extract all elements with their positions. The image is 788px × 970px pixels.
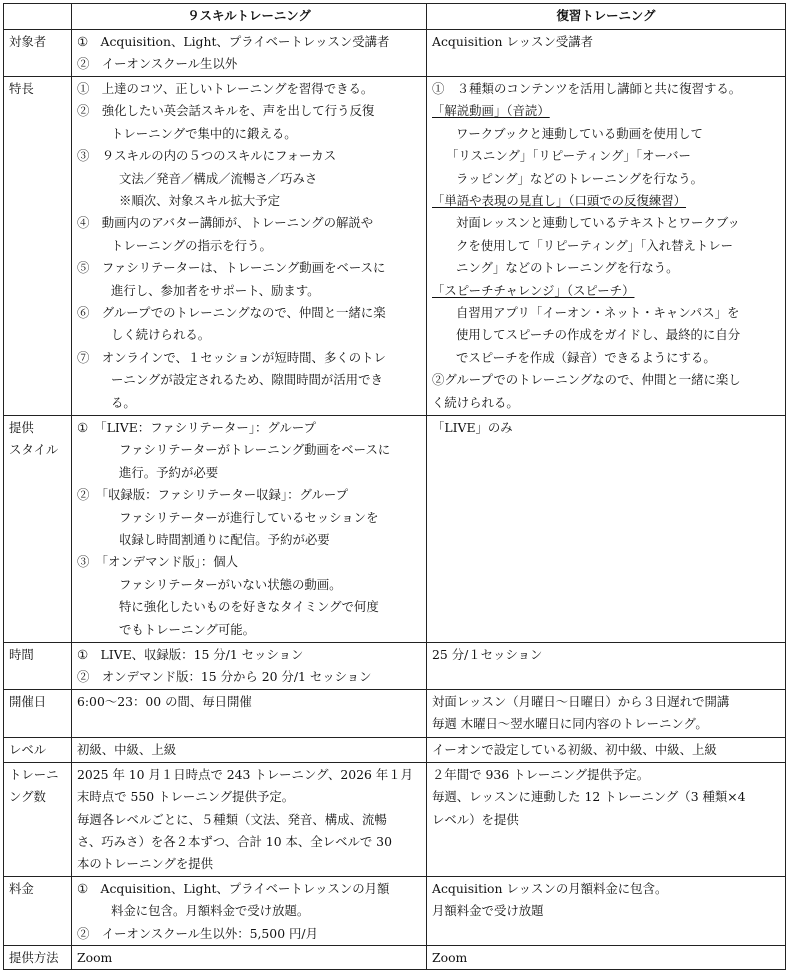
header-nine-skill: ９スキルトレーニング: [72, 4, 427, 30]
text-line: 「LIVE」のみ: [432, 420, 513, 435]
text-line: ② イーオンスクール生以外: [77, 56, 238, 72]
text-line: ファシリテーターがトレーニング動画をベースに: [119, 442, 391, 458]
label-count: [4, 762, 72, 876]
cell-method-nine-skill: [72, 946, 427, 970]
row-method: [4, 946, 786, 970]
cell-features-review: [427, 77, 786, 416]
cell-style-nine-skill: [72, 416, 427, 643]
cell-level-review: [427, 737, 786, 762]
row-features: [4, 77, 786, 416]
text-line: 進行し、参加者をサポート、励ます。: [111, 282, 320, 298]
subheading-vocabulary-review: 「単語や表現の見直し」（口頭での反復練習）: [432, 193, 687, 209]
text-line: 自習用アプリ「イーオン・ネット・キャンパス」を: [456, 305, 740, 321]
text-line: 「リスニング」「リピーティング」「オーバー: [446, 148, 691, 164]
label-line: 特長: [9, 81, 34, 96]
cell-price-nine-skill: [72, 876, 427, 945]
text-line: 特に強化したいものを好きなタイミングで何度: [119, 599, 379, 615]
text-line: ワークブックと連動している動画を使用して: [456, 125, 703, 141]
text-line: 初級、中級、上級: [77, 741, 177, 757]
text-line: ① LIVE、収録版：15 分/1 セッション: [77, 647, 304, 662]
row-level: [4, 737, 786, 762]
label-line: スタイル: [9, 442, 59, 458]
text-line: く続けられる。: [432, 394, 519, 410]
label-line: 時間: [9, 647, 34, 662]
text-line: Zoom: [77, 950, 113, 966]
cell-time-review: [427, 643, 786, 690]
cell-count-nine-skill: [72, 762, 427, 876]
label-style: [4, 416, 72, 643]
row-schedule: [4, 689, 786, 737]
label-features: [4, 77, 72, 416]
text-line: ２年間で 936 トレーニング提供予定。: [432, 766, 650, 782]
text-line: ② オンデマンド版：15 分から 20 分/1 セッション: [77, 669, 372, 685]
label-schedule: [4, 689, 72, 737]
text-line: ファシリテーターがいない状態の動画。: [119, 576, 342, 592]
cell-method-review: [427, 946, 786, 970]
row-style: [4, 416, 786, 643]
text-line: ③ ９スキルの内の５つのスキルにフォーカス: [77, 148, 337, 164]
cell-target-review: [427, 30, 786, 77]
text-line: ファシリテーターが進行しているセッションを: [119, 509, 379, 525]
text-line: ⑦ オンラインで、１セッションが短時間、多くのトレ: [77, 349, 386, 365]
row-time: [4, 643, 786, 690]
text-line: トレーニングで集中的に鍛える。: [111, 125, 297, 141]
text-line: 使用してスピーチの作成をガイドし、最終的に自分: [456, 327, 741, 343]
text-line: 文法／発音／構成／流暢さ／巧みさ: [119, 170, 318, 186]
text-line: ラッピング」などのトレーニングを行なう。: [456, 170, 704, 186]
cell-features-nine-skill: [72, 77, 427, 416]
text-line: ② 強化したい英会話スキルを、声を出して行う反復: [77, 103, 375, 119]
text-line: 毎週各レベルごとに、５種類（文法、発音、構成、流暢: [77, 811, 387, 827]
label-line: 提供方法: [9, 950, 59, 966]
text-line: ④ 動画内のアバター講師が、トレーニングの解説や: [77, 215, 374, 231]
cell-schedule-nine-skill: [72, 689, 427, 737]
subheading-explanation-video: 「解説動画」（音読）: [432, 103, 550, 119]
text-line: ① 「LIVE：ファシリテーター」：グループ: [77, 420, 316, 435]
label-method: [4, 946, 72, 970]
label-line: ング数: [9, 789, 46, 805]
text-line: 6:00～23：00 の間、毎日開催: [77, 693, 252, 709]
text-line: でスピーチを作成（録音）できるようにする。: [456, 349, 716, 365]
text-line: ② イーオンスクール生以外：5,500 円/月: [77, 925, 318, 941]
cell-style-review: [427, 416, 786, 643]
text-line: でもトレーニング可能。: [119, 621, 256, 637]
header-review: 復習トレーニング: [427, 4, 786, 30]
label-line: 料金: [9, 880, 34, 896]
label-level: [4, 737, 72, 762]
text-line: ① Acquisition、Light、プライベートレッスンの月額: [77, 880, 390, 896]
text-line: ⑤ ファシリテーターは、トレーニング動画をベースに: [77, 260, 386, 276]
text-line: ニング」などのトレーニングを行なう。: [456, 260, 679, 276]
text-line: ③ 「オンデマンド版」：個人: [77, 554, 239, 570]
cell-target-nine-skill: [72, 30, 427, 77]
text-line: さ、巧みさ）を各２本ずつ、合計 10 本、全レベルで 30: [77, 834, 392, 850]
text-line: ① 上達のコツ、正しいトレーニングを習得できる。: [77, 81, 374, 96]
text-line: ⑥ グループでのトレーニングなので、仲間と一緒に楽: [77, 305, 386, 321]
label-line: レベル: [9, 741, 47, 757]
text-line: レベル）を提供: [432, 811, 519, 827]
text-line: 25 分/１セッション: [432, 647, 543, 662]
text-line: ① ３種類のコンテンツを活用し講師と共に復習する。: [432, 81, 742, 96]
row-price: [4, 876, 786, 945]
text-line: ②グループでのトレーニングなので、仲間と一緒に楽し: [432, 372, 741, 388]
text-line: 末時点で 550 トレーニング提供予定。: [77, 789, 295, 805]
text-line: 本のトレーニングを提供: [77, 856, 214, 872]
label-line: 開催日: [9, 693, 47, 709]
label-line: 提供: [9, 420, 34, 435]
text-line: トレーニングの指示を行う。: [111, 237, 272, 253]
text-line: 毎週 木曜日～翌水曜日に同内容のトレーニング。: [432, 716, 708, 732]
text-line: ② 「収録版：ファシリテーター収録」：グループ: [77, 487, 349, 503]
text-line: Acquisition レッスンの月額料金に包含。: [432, 880, 668, 896]
label-price: [4, 876, 72, 945]
text-line: Zoom: [432, 950, 468, 966]
text-line: 収録し時間割通りに配信。予約が必要: [119, 532, 330, 548]
text-line: イーオンで設定している初級、初中級、中級、上級: [432, 741, 717, 757]
text-line: 進行。予約が必要: [119, 464, 219, 480]
text-line: しく続けられる。: [111, 327, 211, 343]
text-line: る。: [111, 394, 136, 410]
header-row: [4, 4, 786, 30]
cell-schedule-review: [427, 689, 786, 737]
label-line: 対象者: [9, 34, 47, 49]
cell-time-nine-skill: [72, 643, 427, 690]
text-line: 毎週、レッスンに連動した 12 トレーニング（3 種類×4: [432, 789, 746, 805]
cell-price-review: [427, 876, 786, 945]
text-line: ※順次、対象スキル拡大予定: [119, 193, 280, 209]
cell-count-review: [427, 762, 786, 876]
label-target: [4, 30, 72, 77]
comparison-table: [3, 3, 786, 970]
subheading-speech-challenge: 「スピーチチャレンジ」（スピーチ）: [432, 282, 635, 298]
text-line: Acquisition レッスン受講者: [432, 34, 594, 49]
header-corner: [4, 4, 72, 30]
text-line: クを使用して「リピーティング」「入れ替えトレー: [456, 237, 734, 253]
text-line: ① Acquisition、Light、プライベートレッスン受講者: [77, 34, 390, 49]
text-line: 2025 年 10 月１日時点で 243 トレーニング、2026 年１月: [77, 766, 414, 782]
label-line: トレーニ: [9, 766, 59, 782]
row-target: [4, 30, 786, 77]
row-count: [4, 762, 786, 876]
text-line: 対面レッスン（月曜日～日曜日）から３日遅れで開講: [432, 693, 730, 709]
text-line: 料金に包含。月額料金で受け放題。: [111, 903, 310, 919]
cell-level-nine-skill: [72, 737, 427, 762]
text-line: 月額料金で受け放題: [432, 903, 544, 919]
text-line: 対面レッスンと連動しているテキストとワークブッ: [456, 215, 740, 231]
label-time: [4, 643, 72, 690]
text-line: ーニングが設定されるため、隙間時間が活用でき: [111, 372, 383, 388]
